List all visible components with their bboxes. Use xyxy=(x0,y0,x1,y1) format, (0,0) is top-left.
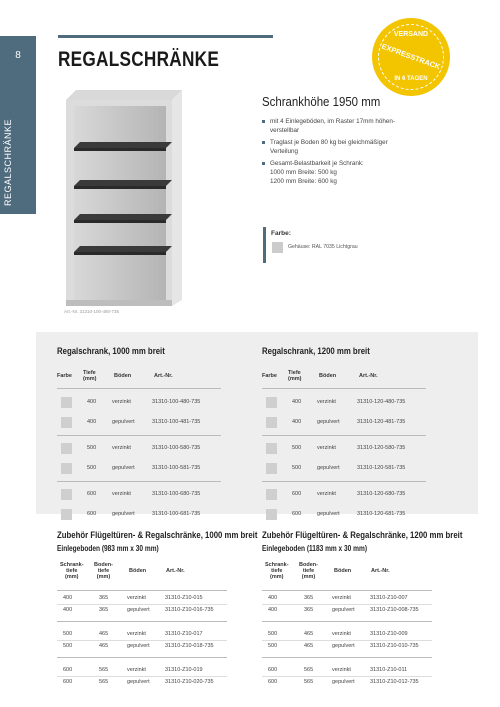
title-rule xyxy=(58,35,273,38)
col-header-bodentiefe: Boden- tiefe (mm) xyxy=(94,562,113,580)
col-header-tiefe: Tiefe (mm) xyxy=(83,370,97,382)
table-row xyxy=(262,605,432,616)
cell-bodentiefe: 365 xyxy=(304,607,314,613)
table-row xyxy=(262,593,432,604)
group-rule xyxy=(262,657,432,658)
cell-artnr: 31310-Z10-009 xyxy=(370,631,408,637)
cell-tiefe: 400 xyxy=(292,419,302,425)
cell-artnr: 31310-Z10-008-735 xyxy=(370,607,419,613)
cell-boeden: gepulvert xyxy=(317,465,340,471)
table-row xyxy=(57,485,221,505)
table-row xyxy=(57,629,227,640)
cell-tiefe: 400 xyxy=(87,419,97,425)
cell-artnr: 31310-Z10-019 xyxy=(165,667,203,673)
table-row xyxy=(57,393,221,413)
cell-boeden: gepulvert xyxy=(317,511,340,517)
col-header-schranktiefe: Schrank- tiefe (mm) xyxy=(60,562,84,580)
cell-boeden: verzinkt xyxy=(332,631,351,637)
cell-boeden: gepulvert xyxy=(127,607,150,613)
cell-bodentiefe: 365 xyxy=(99,607,109,613)
col-header-schranktiefe: Schrank- tiefe (mm) xyxy=(265,562,289,580)
cell-boeden: gepulvert xyxy=(127,643,150,649)
header-rule xyxy=(262,590,432,591)
cell-artnr: 31310-100-581-735 xyxy=(152,465,201,471)
cell-tiefe: 600 xyxy=(292,491,302,497)
color-swatch xyxy=(266,509,277,520)
cell-schranktiefe: 600 xyxy=(268,679,278,685)
side-tab xyxy=(0,36,36,214)
col-header-farbe: Farbe xyxy=(262,373,277,379)
cell-schranktiefe: 500 xyxy=(63,631,73,637)
cell-artnr: 31310-Z10-017 xyxy=(165,631,203,637)
page-title: REGALSCHRÄNKE xyxy=(58,48,220,71)
cell-tiefe: 600 xyxy=(292,511,302,517)
cell-artnr: 31310-120-681-735 xyxy=(357,511,406,517)
cell-artnr: 31310-Z10-015 xyxy=(165,595,203,601)
cell-boeden: verzinkt xyxy=(127,667,146,673)
cell-artnr: 31310-100-580-735 xyxy=(152,445,201,451)
table-row xyxy=(57,439,221,459)
cell-schranktiefe: 400 xyxy=(268,607,278,613)
shelf-cabinet-image xyxy=(62,86,242,311)
color-swatch xyxy=(272,242,283,253)
cell-artnr: 31310-120-581-735 xyxy=(357,465,406,471)
cell-artnr: 31310-Z10-011 xyxy=(370,667,408,673)
cell-bodentiefe: 465 xyxy=(99,631,109,637)
page-number: 8 xyxy=(15,50,21,61)
cell-boeden: gepulvert xyxy=(112,465,135,471)
cell-schranktiefe: 500 xyxy=(268,643,278,649)
table-row xyxy=(262,413,426,433)
color-swatch xyxy=(61,463,72,474)
table-row xyxy=(262,439,426,459)
cell-bodentiefe: 565 xyxy=(304,679,314,685)
cell-boeden: verzinkt xyxy=(317,445,336,451)
table-row xyxy=(57,413,221,433)
cell-schranktiefe: 400 xyxy=(63,607,73,613)
cell-artnr: 31310-Z10-016-735 xyxy=(165,607,214,613)
cell-boeden: verzinkt xyxy=(317,399,336,405)
expresstrack-badge xyxy=(372,18,450,96)
cell-tiefe: 600 xyxy=(87,511,97,517)
cell-bodentiefe: 465 xyxy=(304,643,314,649)
header-rule xyxy=(262,388,426,389)
col-header-farbe: Farbe xyxy=(57,373,72,379)
image-caption: Art.-Nr. 31310-100-480-735 xyxy=(64,309,120,314)
cell-boeden: gepulvert xyxy=(332,643,355,649)
spec-list xyxy=(262,117,462,189)
group-rule xyxy=(262,481,426,482)
spec-title: Schrankhöhe 1950 mm xyxy=(262,94,381,109)
cell-bodentiefe: 365 xyxy=(304,595,314,601)
cell-tiefe: 500 xyxy=(87,465,97,471)
table-row xyxy=(262,505,426,525)
badge-bottom-text: IN 6 TAGEN xyxy=(394,76,428,82)
table-row xyxy=(57,459,221,479)
cell-boeden: verzinkt xyxy=(127,595,146,601)
table-row xyxy=(262,677,432,688)
spec-bullet: mit 4 Einlegeböden, im Raster 17mm höhen- verstellbar xyxy=(262,117,462,135)
spec-bullet: Gesamt-Belastbarkeit je Schrank: 1000 mm Breite: 500 kg 1200 mm Breite: 600 kg xyxy=(262,159,462,186)
cell-schranktiefe: 400 xyxy=(268,595,278,601)
group-rule xyxy=(57,657,227,658)
color-swatch xyxy=(61,417,72,428)
cell-bodentiefe: 465 xyxy=(99,643,109,649)
table-row xyxy=(57,593,227,604)
color-swatch xyxy=(266,443,277,454)
table-row xyxy=(57,505,221,525)
header-rule xyxy=(57,590,227,591)
cell-boeden: verzinkt xyxy=(332,595,351,601)
cell-bodentiefe: 565 xyxy=(304,667,314,673)
color-swatch xyxy=(266,397,277,408)
group-rule xyxy=(57,435,221,436)
cell-schranktiefe: 500 xyxy=(268,631,278,637)
group-rule xyxy=(57,621,227,622)
table-1000-title: Regalschrank, 1000 mm breit xyxy=(57,346,165,357)
cell-boeden: verzinkt xyxy=(127,631,146,637)
farbe-box xyxy=(263,227,443,263)
cell-tiefe: 400 xyxy=(87,399,97,405)
cell-boeden: gepulvert xyxy=(332,607,355,613)
cell-artnr: 31310-Z10-020-735 xyxy=(165,679,214,685)
cell-artnr: 31310-100-681-735 xyxy=(152,511,201,517)
cell-schranktiefe: 400 xyxy=(63,595,73,601)
cell-bodentiefe: 565 xyxy=(99,679,109,685)
table-row xyxy=(262,459,426,479)
cell-bodentiefe: 465 xyxy=(304,631,314,637)
cell-artnr: 31310-120-480-735 xyxy=(357,399,406,405)
col-header-boeden: Böden xyxy=(334,568,352,574)
color-swatch xyxy=(61,509,72,520)
cell-boeden: verzinkt xyxy=(112,445,131,451)
cell-artnr: 31310-100-480-735 xyxy=(152,399,201,405)
group-rule xyxy=(57,481,221,482)
table-1200-title: Regalschrank, 1200 mm breit xyxy=(262,346,370,357)
table-row xyxy=(262,629,432,640)
group-rule xyxy=(262,621,432,622)
badge-middle-text: EXPRESSTRACK xyxy=(380,41,442,72)
cell-tiefe: 500 xyxy=(292,445,302,451)
cell-tiefe: 500 xyxy=(292,465,302,471)
cell-tiefe: 500 xyxy=(87,445,97,451)
cell-boeden: verzinkt xyxy=(317,491,336,497)
cell-schranktiefe: 600 xyxy=(63,679,73,685)
cell-artnr: 31310-100-680-735 xyxy=(152,491,201,497)
cell-boeden: verzinkt xyxy=(112,491,131,497)
cell-boeden: gepulvert xyxy=(127,679,150,685)
cell-artnr: 31310-Z10-012-735 xyxy=(370,679,419,685)
color-swatch xyxy=(61,397,72,408)
cell-bodentiefe: 565 xyxy=(99,667,109,673)
cell-artnr: 31310-Z10-010-735 xyxy=(370,643,419,649)
cell-schranktiefe: 600 xyxy=(268,667,278,673)
cell-artnr: 31310-100-481-735 xyxy=(152,419,201,425)
badge-top-text: VERSAND xyxy=(393,31,429,38)
cell-boeden: verzinkt xyxy=(112,399,131,405)
col-header-boeden: Böden xyxy=(319,373,337,379)
col-header-boeden: Böden xyxy=(129,568,147,574)
cell-boeden: gepulvert xyxy=(332,679,355,685)
table-row xyxy=(262,641,432,652)
cell-boeden: gepulvert xyxy=(317,419,340,425)
table-row xyxy=(262,485,426,505)
cell-boeden: gepulvert xyxy=(112,511,135,517)
table-row xyxy=(262,665,432,676)
side-tab-label: REGALSCHRÄNKE xyxy=(3,118,13,206)
col-header-artnr: Art.-Nr. xyxy=(154,373,173,379)
cell-artnr: 31310-120-481-735 xyxy=(357,419,406,425)
table-row xyxy=(57,665,227,676)
col-header-bodentiefe: Boden- tiefe (mm) xyxy=(299,562,318,580)
zubehoer-1200-subtitle: Einlegeboden (1183 mm x 30 mm) xyxy=(262,544,367,553)
header-rule xyxy=(57,388,221,389)
cell-schranktiefe: 600 xyxy=(63,667,73,673)
color-swatch xyxy=(266,489,277,500)
cell-tiefe: 400 xyxy=(292,399,302,405)
cell-boeden: gepulvert xyxy=(112,419,135,425)
col-header-boeden: Böden xyxy=(114,373,132,379)
zubehoer-1000-title: Zubehör Flügeltüren- & Regalschränke, 1000 mm breit xyxy=(57,530,258,541)
col-header-artnr: Art.-Nr. xyxy=(371,568,390,574)
cell-artnr: 31310-120-580-735 xyxy=(357,445,406,451)
table-row xyxy=(57,641,227,652)
table-row xyxy=(57,677,227,688)
zubehoer-1200-title: Zubehör Flügeltüren- & Regalschränke, 1200 mm breit xyxy=(262,530,463,541)
col-header-artnr: Art.-Nr. xyxy=(359,373,378,379)
cell-schranktiefe: 500 xyxy=(63,643,73,649)
spec-bullet: Traglast je Boden 80 kg bei gleichmäßiger Verteilung xyxy=(262,138,462,156)
farbe-value: Gehäuse: RAL 7035 Lichtgrau xyxy=(288,244,358,250)
cell-tiefe: 600 xyxy=(87,491,97,497)
cell-boeden: verzinkt xyxy=(332,667,351,673)
color-swatch xyxy=(266,417,277,428)
farbe-label: Farbe: xyxy=(271,230,291,237)
group-rule xyxy=(262,435,426,436)
cell-bodentiefe: 365 xyxy=(99,595,109,601)
cell-artnr: 31310-120-680-735 xyxy=(357,491,406,497)
cell-artnr: 31310-Z10-018-735 xyxy=(165,643,214,649)
zubehoer-1000-subtitle: Einlegeboden (983 mm x 30 mm) xyxy=(57,544,159,553)
cell-artnr: 31310-Z10-007 xyxy=(370,595,408,601)
table-row xyxy=(262,393,426,413)
color-swatch xyxy=(61,489,72,500)
col-header-artnr: Art.-Nr. xyxy=(166,568,185,574)
color-swatch xyxy=(61,443,72,454)
table-row xyxy=(57,605,227,616)
col-header-tiefe: Tiefe (mm) xyxy=(288,370,302,382)
color-swatch xyxy=(266,463,277,474)
